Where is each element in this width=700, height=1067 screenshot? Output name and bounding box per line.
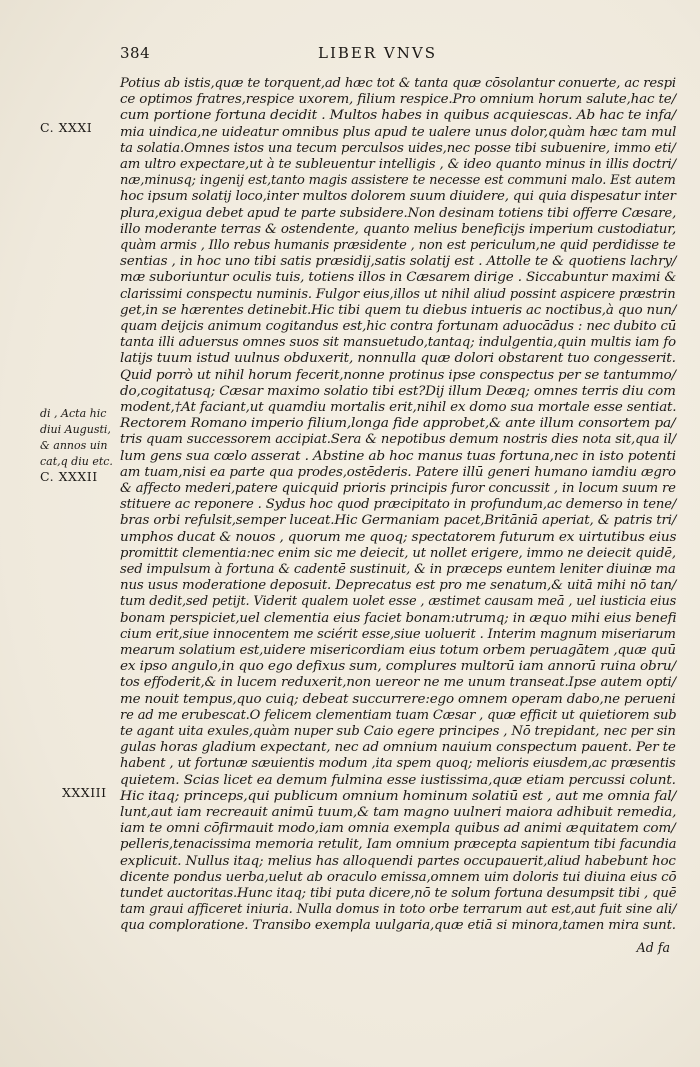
text-line: Hic itaq; princeps,qui publicum omnium hominum solatiū est , aut me omnia fal/ <box>120 787 677 803</box>
text-line: tos effoderit,& in lucem reduxerit,non uereor ne me unum transeat.Ipse autem opti/ <box>120 674 676 690</box>
text-line: gulas horas gladium expectant, nec ad omnium nauium conspectum pauent. Per te <box>120 739 676 755</box>
text-line: te agant uita exules,quàm nuper sub Caio egere principes , Nō trepidant, nec per sin <box>120 723 676 738</box>
page-footer <box>120 940 680 960</box>
text-line: tanta illi aduersus omnes suos sit mansuetudo,tantaq; indulgentia,quin multis iam fo <box>120 334 676 350</box>
text-line: Potius ab istis,quæ te torquent,ad hæc tot & tanta quæ cōsolantur conuerte, ac respi <box>120 75 676 90</box>
text-line: ex ipso angulo,in quo ego defixus sum, complures multorū iam annorū ruina obru/ <box>120 658 676 674</box>
page-header <box>0 44 700 66</box>
text-line: pelleris,tenacissima memoria retulit, Iam omnium præcepta sapientum tibi facundia <box>120 836 677 852</box>
text-line: sed impulsum à fortuna & cadentē sustinuit, & in præceps euntem leniter diuinæ ma <box>120 561 676 576</box>
text-line: cum portione fortuna decidit . Multos habes in quibus acquiescas. Ab hac te infa/ <box>120 107 677 123</box>
text-line: nus usus moderatione deposuit. Deprecatus est pro me senatum,& uitā mihi nō tan/ <box>120 577 677 593</box>
text-line: explicuit. Nullus itaq; melius has alloquendi partes occupauerit,aliud habebunt hoc <box>120 852 676 868</box>
text-line: get,in se hærentes detinebit.Hic tibi quem tu diebus intueris ac noctibus,à quo nun/ <box>120 301 677 317</box>
text-line: habent , ut fortunæ sæuientis modum ,ita spem quoq; melioris eiusdem,ac præsentis <box>120 755 676 771</box>
text-line: promittit clementia:nec enim sic me deiecit, ut nollet erigere, immo ne deiecit quidē, <box>120 544 676 560</box>
text-line: quàm armis , Illo rebus humanis præsidente , non est periculum,ne quid perdidisse te <box>120 237 676 252</box>
text-line: ce optimos fratres,respice uxorem, filium respice.Pro omnium horum salute,hac te/ <box>120 91 676 107</box>
text-line: & affecto mederi,patere quicquid prioris principis furor concussit , in locum suum re <box>120 480 676 495</box>
text-line: tris quam successorem accipiat.Sera & nepotibus demum nostris dies nota sit,qua il/ <box>120 431 676 447</box>
text-line: Quid porrò ut nihil horum fecerit,nonne protinus ipse conspectus per se tantummo/ <box>120 366 676 382</box>
text-line: me nouit tempus,quo cuiq; debeat succurrere:ego omnem operam dabo,ne perueni <box>120 690 676 706</box>
text-line: stituere ac reponere . Sydus hoc quod præcipitato in profundum,ac demerso in tene/ <box>120 496 677 512</box>
text-line: ta solatia.Omnes istos una tecum perculsos uides,nec posse tibi subuenire, immo eti/ <box>120 139 676 155</box>
text-line: bras orbi refulsit,semper luceat.Hic Germaniam pacet,Britāniā aperiat, & patris tri/ <box>120 512 677 528</box>
text-line: dicente pondus uerba,uelut ab oraculo emissa,omnem uim doloris tui diuina eius cō <box>120 868 677 884</box>
text-line: quietem. Scias licet ea demum fulmina esse iustissima,quæ etiam percussi colunt. <box>120 771 676 787</box>
chapter-marker: C. XXXII <box>40 469 98 484</box>
text-line: umphos ducat & nouos , quorum me quoq; spectatorem futurum ex uirtutibus eius <box>120 528 677 544</box>
marginal-note: cat,q diu etc. <box>40 455 113 468</box>
text-line: mia uindica,ne uideatur omnibus plus apud te ualere unus dolor,quàm hæc tam mul <box>120 123 677 139</box>
text-line: latijs tuum istud uulnus obduxerit, nonnulla quæ dolori obstarent tuo congesserit. <box>120 350 676 366</box>
chapter-marker: XXXIII <box>62 785 107 800</box>
text-line: iam te omni cōfirmauit modo,iam omnia exempla quibus ad animi æquitatem com/ <box>120 820 676 836</box>
text-line: tundet auctoritas.Hunc itaq; tibi puta dicere,nō te solum fortuna desumpsit tibi , quē <box>120 885 677 900</box>
text-line: do,cogitatusq; Cæsar maximo solatio tibi est?Dij illum Deæq; omnes terris diu com <box>120 382 676 398</box>
text-line: qua comploratione. Transibo exempla uulgaria,quæ etiā si minora,tamen mira sunt. <box>120 917 676 933</box>
text-line: tum dedit,sed petijt. Viderit qualem uolet esse , æstimet causam meā , uel iusticia eius <box>120 593 677 609</box>
text-line: illo moderante terras & ostendente, quanto melius beneficijs imperium custodiatur, <box>120 220 677 236</box>
text-line: plura,exigua debet apud te parte subsidere.Non desinam totiens tibi offerre Cæsare, <box>120 204 677 220</box>
text-line: quam deijcis animum cogitandus est,hic contra fortunam aduocādus : nec dubito cū <box>120 318 677 333</box>
text-line: clarissimi conspectu numinis. Fulgor eius,illos ut nihil aliud possint aspicere præstrin <box>120 285 676 301</box>
catchword: Ad fa <box>636 940 670 955</box>
marginal-note: di , Acta hic <box>40 407 107 420</box>
text-line: næ,minusq; ingenij est,tanto magis assistere te necesse est communi malo. Est autem <box>120 172 676 188</box>
text-line: tam graui afficeret iniuria. Nulla domus in toto orbe terrarum aut est,aut fuit sine ali/ <box>120 901 677 917</box>
chapter-marker: C. XXXI <box>40 120 93 135</box>
text-line: lum gens sua cœlo asserat . Abstine ab hoc manus tuas fortuna,nec in isto potenti <box>120 447 676 463</box>
text-line: lunt,aut iam recreauit animū tuum,& tam magno uulneri maiora adhibuit remedia, <box>120 804 677 819</box>
text-line: mæ suboriuntur oculis tuis, totiens illos in Cæsarem dirige . Siccabuntur maximi & <box>120 269 677 285</box>
marginal-note: & annos uin <box>40 439 108 452</box>
text-line: sentias , in hoc uno tibi satis præsidij,satis solatij est . Attolle te & quotiens lachry/ <box>120 253 677 269</box>
marginal-note: diui Augusti, <box>40 423 111 436</box>
text-line: mearum solatium est,uidere misericordiam eius totum orbem peruagātem ,quæ quū <box>120 642 676 657</box>
page-number: 384 <box>120 44 151 62</box>
text-line: Rectorem Romano imperio filium,longa fide approbet,& ante illum consortem pa/ <box>120 415 676 431</box>
text-line: hoc ipsum solatij loco,inter multos dolorem suum diuidere, qui quia dispesatur inter <box>120 188 676 204</box>
text-line: cium erit,siue innocentem me sciérit esse,siue uoluerit . Interim magnum miseriarum <box>120 625 676 641</box>
text-line: am tuam,nisi ea parte qua prodes,ostēderis. Patere illū generi humano iamdiu ægro <box>120 463 676 479</box>
running-title: LIBER VNVS <box>318 44 437 62</box>
text-line: bonam perspiciet,uel clementia eius faciet bonam:utrumq; in æquo mihi eius benefi <box>120 609 677 625</box>
text-line: modent,†At faciant,ut quamdiu mortalis erit,nihil ex domo sua mortale esse sentiat. <box>120 399 677 414</box>
text-line: re ad me erubescat.O felicem clementiam tuam Cæsar , quæ efficit ut quietiorem sub <box>120 706 677 722</box>
text-line: am ultro expectare,ut à te subleuentur intelligis , & ideo quanto minus in illis doctri/ <box>120 156 676 171</box>
